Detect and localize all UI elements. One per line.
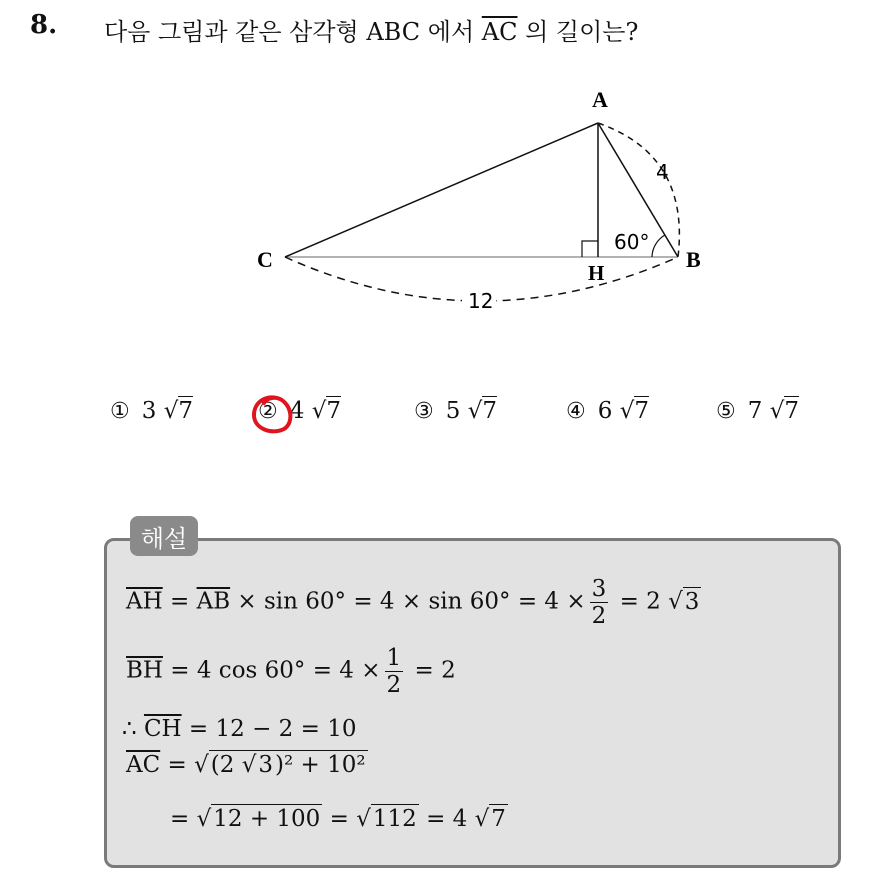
side-ab-label: 4 bbox=[656, 160, 669, 184]
solution-line-1 bbox=[126, 576, 701, 629]
radicand bbox=[209, 750, 368, 778]
question-text-before: 다음 그림과 같은 삼각형 ABC 에서 bbox=[104, 18, 482, 46]
line2-expr: = 4 cos 60° = 4 × bbox=[162, 657, 381, 684]
equals: = bbox=[322, 806, 357, 832]
fraction-den: 2 bbox=[591, 603, 607, 629]
choice-coef: 3 bbox=[141, 398, 157, 424]
choice-radicand: 7 bbox=[326, 398, 341, 424]
radicand: 12 + 100 bbox=[213, 806, 321, 832]
sqrt-expr: √12 + 100 bbox=[196, 806, 321, 832]
vertex-b-label: B bbox=[686, 247, 701, 272]
sqrt-symbol: √7 bbox=[163, 398, 193, 424]
question-number: 8. bbox=[30, 10, 58, 40]
choice-coef: 5 bbox=[445, 398, 461, 424]
right-angle-mark bbox=[582, 241, 598, 257]
equals: = bbox=[170, 806, 197, 832]
question-text-after: 의 길이는? bbox=[517, 18, 639, 46]
sqrt-expr: √(2 √3)² + 10² bbox=[194, 752, 366, 778]
expr-pre: (2 bbox=[210, 752, 242, 778]
choice-marker: ② bbox=[258, 399, 278, 424]
inner-sqrt: √3 bbox=[241, 752, 273, 778]
segment-ah: $\overline{AH}$ bbox=[126, 588, 163, 615]
solution-tag: 해설 bbox=[130, 516, 198, 556]
answer-circle-mark bbox=[250, 393, 296, 437]
sqrt-symbol: √7 bbox=[619, 398, 649, 424]
line2-result: = 2 bbox=[407, 657, 456, 684]
line1-expr: × sin 60° = 4 × sin 60° = 4 × bbox=[230, 588, 586, 615]
angle-label: 60° bbox=[614, 230, 650, 254]
radicand: 7 bbox=[491, 806, 506, 832]
angle-arc-b bbox=[652, 235, 665, 257]
foot-h-label: H bbox=[588, 261, 605, 285]
sqrt-expr: √3 bbox=[668, 588, 700, 615]
choice-marker: ⑤ bbox=[716, 399, 736, 424]
choice-marker: ④ bbox=[566, 399, 586, 424]
segment-ac: $\overline{AC}$ bbox=[126, 752, 161, 778]
segment-ch: $\overline{CH}$ bbox=[143, 716, 182, 742]
choice-1[interactable] bbox=[110, 398, 193, 424]
segment-ab: $\overline{AB}$ bbox=[196, 588, 231, 615]
question-text bbox=[104, 12, 638, 47]
sqrt-symbol: √7 bbox=[467, 398, 497, 424]
inner-radicand: 3 bbox=[258, 752, 273, 778]
choice-radicand: 7 bbox=[482, 398, 497, 424]
line3-expr: = 12 − 2 = 10 bbox=[181, 716, 357, 742]
choice-marker: ③ bbox=[414, 399, 434, 424]
solution-line-5 bbox=[170, 806, 508, 832]
choice-4[interactable] bbox=[566, 398, 649, 424]
radicand: 112 bbox=[372, 806, 417, 832]
therefore-symbol: ∴ bbox=[122, 716, 144, 742]
choice-marker: ① bbox=[110, 399, 130, 424]
sqrt-symbol: √7 bbox=[311, 398, 341, 424]
solution-line-2 bbox=[126, 645, 456, 698]
sqrt-expr: √112 bbox=[356, 806, 417, 832]
sqrt-expr: √7 bbox=[474, 806, 506, 832]
choice-radicand: 7 bbox=[784, 398, 799, 424]
choice-radicand: 7 bbox=[178, 398, 193, 424]
segment-bh: $\overline{BH}$ bbox=[126, 657, 163, 684]
expr-post: )² + 10² bbox=[275, 752, 366, 778]
choice-coef: 4 bbox=[289, 398, 305, 424]
choice-coef: 6 bbox=[597, 398, 613, 424]
fraction-num: 1 bbox=[386, 645, 402, 671]
line5-result: = 4 bbox=[418, 806, 475, 832]
equals: = bbox=[162, 588, 197, 615]
vertex-c-label: C bbox=[257, 247, 273, 272]
fraction-num: 3 bbox=[591, 576, 607, 602]
triangle-figure bbox=[240, 75, 720, 325]
sqrt-symbol: √7 bbox=[769, 398, 799, 424]
line1-result: = 2 bbox=[612, 588, 669, 615]
side-ca bbox=[285, 123, 598, 257]
choice-5[interactable] bbox=[716, 398, 799, 424]
segment-ac: $\overline{AC}$ bbox=[481, 18, 518, 46]
fraction bbox=[590, 576, 609, 629]
radicand: 3 bbox=[684, 588, 700, 615]
solution-line-4 bbox=[126, 752, 368, 778]
choice-3[interactable] bbox=[414, 398, 497, 424]
choice-radicand: 7 bbox=[634, 398, 649, 424]
equals: = bbox=[160, 752, 195, 778]
side-cb-label: 12 bbox=[468, 289, 494, 313]
fraction bbox=[385, 645, 404, 698]
vertex-a-label: A bbox=[592, 87, 608, 112]
choice-coef: 7 bbox=[747, 398, 763, 424]
solution-line-3 bbox=[122, 716, 356, 742]
fraction-den: 2 bbox=[386, 672, 402, 698]
